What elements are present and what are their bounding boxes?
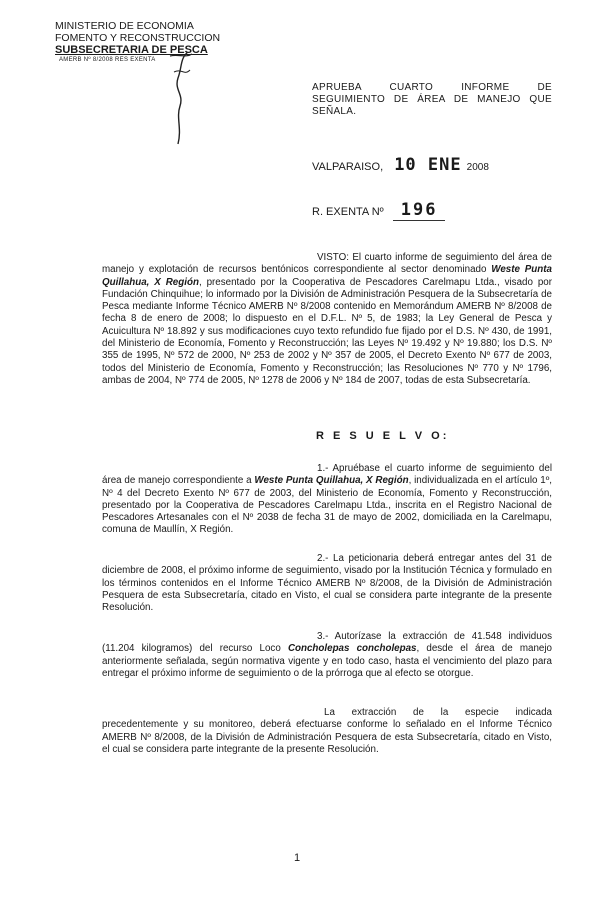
subject-line: SEGUIMIENTO DE ÁREA DE MANEJO QUE [312,94,552,105]
subject-line: APRUEBA CUARTO INFORME DE [312,82,552,93]
resolution-number [312,200,445,221]
resuelvo-heading: R E S U E L V O: [316,430,450,442]
article-3-continued [102,707,552,756]
subject-line: SEÑALA. [312,106,357,117]
handwritten-signature [160,48,200,148]
exenta-label: R. EXENTA Nº [312,206,384,218]
area-name: Weste Punta Quillahua, X Región [254,475,409,487]
article-text: , individualizada en el artículo 1º, Nº 4 del Decreto Exento Nº 677 de 2003, del Ministerio de Economía, Fomento y Reconstrucción, presentado por la Cooperativa de Pescadores Carelmapu Ltda., inscrita en el Registro Nacional de Pescadores Artesanales con el Nº 2038 de fecha 31 de mayo de 2002, domiciliada en la Carelmapu, comuna de Maullín, X Región. [102,475,553,536]
article-text: La extracción de la especie indicada precedentemente y su monitoreo, deberá efectuarse conforme lo señalado en el Informe Técnico AMERB Nº 8/2008, de la División de Administración Pesquera de esta Subsecretaría, citado en Visto, el cual se considera parte integrante de la presente Resolución. [102,707,552,755]
reference-code: AMERB Nº 8/2008 RES EXENTA [59,57,156,63]
area-name: Weste Punta Quillahua, X Región [102,264,552,288]
stamped-date: 10 ENE [394,155,462,175]
article-3 [102,631,552,680]
stamped-year: 2008 [466,162,489,173]
place-date [312,155,489,175]
article-text: 3.- Autorízase la extracción de 41.548 individuos (11.204 kilogramos) del recurso Loco [102,631,552,655]
city: VALPARAISO, [312,161,384,173]
visto-label: VISTO: [317,252,349,263]
visto-text: , presentado por la Cooperativa de Pescadores Carelmapu Ltda., visado por Fundación Chinquihue; lo informado por la División de Administración Pesquera de la Subsecretaría de Pesca mediante Informe Técnico AMERB Nº 8/2008 contenido en Memorándum AMERB Nº 8/2008 de fecha 8 de enero de 2008; lo dispuesto en el D.F.L. Nº 5, de 1983; la Ley General de Pesca y Acuicultura Nº 18.892 y sus modificaciones cuyo texto refundido fue fijado por el D.S. Nº 430, de 1991, del Ministerio de Economía, Fomento y Reconstrucción; las Leyes Nº 19.492 y Nº 19.880; los D.S. Nº 355 de 1995, Nº 572 de 2000, Nº 253 de 2002 y Nº 357 de 2005, el Decreto Exento Nº 677 de 2003, todos del Ministerio de Economía, Fomento y Reconstrucción; las Resoluciones Nº 770 y Nº 1796, ambas de 2004, Nº 774 de 2005, Nº 1278 de 2006 y Nº 184 de 2007, todas de esta Subsecretaría. [102,276,552,386]
exenta-number: 196 [393,200,446,221]
article-text: 2.- La peticionaria deberá entregar antes del 31 de diciembre de 2008, el próximo informe de seguimiento, visado por la Institución Técnica y formulado en los términos contenidos en el Informe Técnico AMERB Nº 8/2008, de la División de Administración Pesquera de esta Subsecretaría, citado en Visto, el cual se considera parte integrante de la presente Resolución. [102,553,552,614]
species-name: Concholepas concholepas [287,643,417,655]
article-2 [102,553,552,614]
article-text: , desde el área de manejo anteriormente señalada, según normativa vigente y en todo caso, hasta el vencimiento del plazo para entregar el próximo informe de seguimiento o de la prórroga que al efecto se otorgue. [102,643,552,679]
resolution-subject [312,82,552,118]
ministry-name-2: FOMENTO Y RECONSTRUCCION [55,32,221,44]
visto-text: El cuarto informe de seguimiento del área de manejo y explotación de recursos bentónicos correspondiente al sector denominado [102,252,552,276]
visto-paragraph [102,252,552,387]
page-number: 1 [294,852,301,864]
article-1 [102,463,552,537]
subsecretaria-name: SUBSECRETARIA DE PESCA [55,44,208,56]
ministry-name: MINISTERIO DE ECONOMIA [55,20,194,32]
article-text: 1.- Apruébase el cuarto informe de seguimiento del área de manejo correspondiente a [102,463,552,487]
